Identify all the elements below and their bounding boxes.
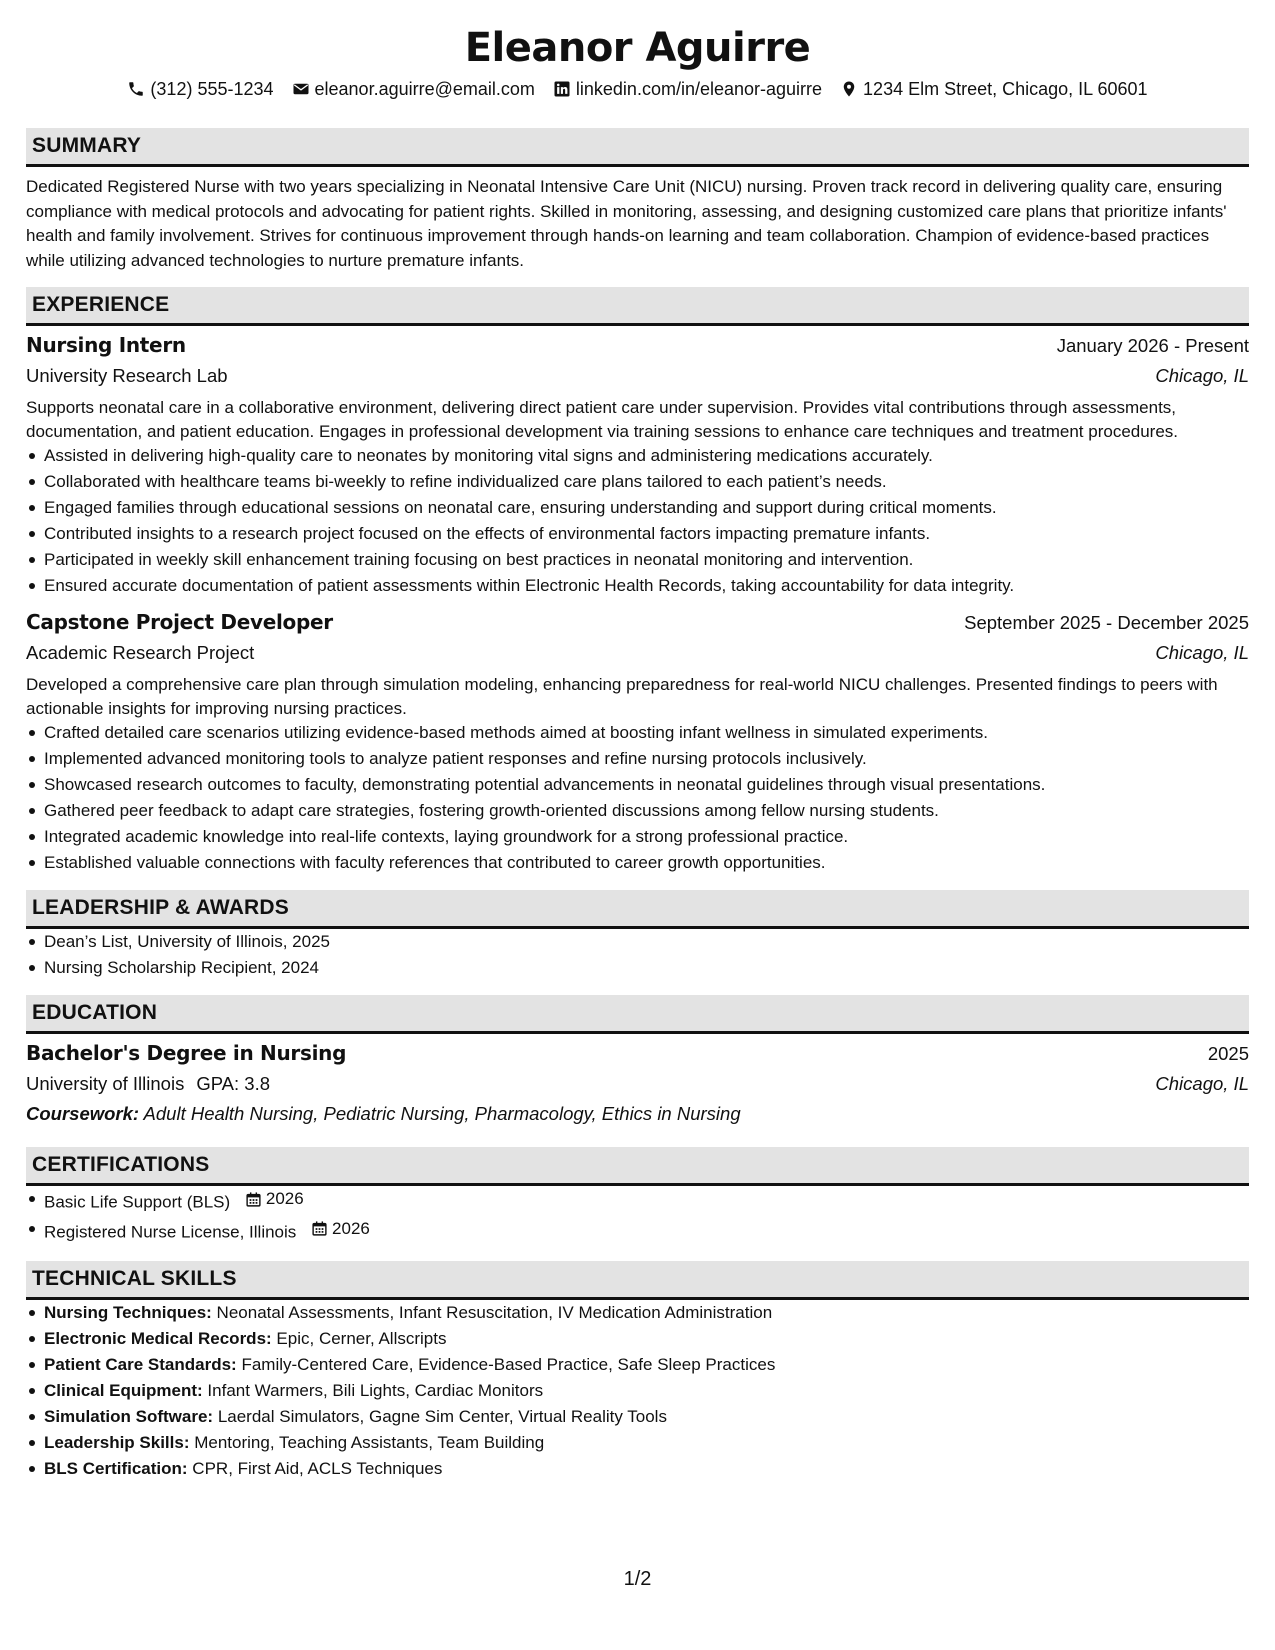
job-description: Developed a comprehensive care plan through simulation modeling, enhancing preparedness for real-world NICU challenges. Presented findings to peers with actionable insights for improving nursing practices.: [26, 675, 1218, 718]
cert-name: Basic Life Support (BLS): [44, 1192, 231, 1212]
list-item: Assisted in delivering high-quality care to neonates by monitoring vital signs and administering medications accurately.: [44, 443, 1249, 469]
degree-title: Bachelor's Degree in Nursing: [26, 1041, 347, 1065]
education-section: [26, 995, 1249, 1129]
list-item: Showcased research outcomes to faculty, demonstrating potential advancements in neonatal guidelines through visual presentations.: [44, 772, 1249, 798]
section-heading: TECHNICAL SKILLS: [26, 1261, 1249, 1300]
skill-label: Leadership Skills:: [44, 1433, 190, 1452]
calendar-icon: [311, 1220, 328, 1237]
cert-date: [311, 1216, 370, 1242]
school-location: Chicago, IL: [1155, 1073, 1249, 1094]
skill-item: [44, 1378, 1249, 1404]
list-item: Contributed insights to a research project focused on the effects of environmental factors impacting premature infants.: [44, 521, 1249, 547]
skill-item: [44, 1326, 1249, 1352]
skill-item: [44, 1352, 1249, 1378]
skill-value: Neonatal Assessments, Infant Resuscitation, IV Medication Administration: [216, 1303, 773, 1322]
job-description: Supports neonatal care in a collaborative environment, delivering direct patient care under supervision. Provides vital contributions through assessments, documentation, and patient education. Engages in professional development via training sessions to enhance care techniques and treatment procedures.: [26, 398, 1179, 441]
skill-value: CPR, First Aid, ACLS Techniques: [192, 1459, 443, 1478]
skill-value: Epic, Cerner, Allscripts: [276, 1329, 447, 1348]
entry-org-row: [26, 638, 1249, 668]
skill-label: BLS Certification:: [44, 1459, 188, 1478]
candidate-name: Eleanor Aguirre: [464, 25, 811, 71]
list-item: [44, 1216, 1249, 1246]
skill-value: Family-Centered Care, Evidence-Based Practice, Safe Sleep Practices: [241, 1355, 776, 1374]
cert-year: 2026: [265, 1189, 304, 1208]
awards-list: [26, 929, 1249, 981]
certifications-section: [26, 1147, 1249, 1245]
summary-section: [26, 128, 1249, 273]
coursework: [26, 1099, 1249, 1129]
section-heading: CERTIFICATIONS: [26, 1147, 1249, 1186]
cert-year: 2026: [332, 1218, 370, 1238]
list-item: Crafted detailed care scenarios utilizing evidence-based methods aimed at boosting infant wellness in simulated experiments.: [44, 720, 1249, 746]
job-title: Capstone Project Developer: [26, 610, 333, 634]
certifications-list: [26, 1186, 1249, 1245]
list-item: Nursing Scholarship Recipient, 2024: [44, 955, 1249, 981]
address-text: 1234 Elm Street, Chicago, IL 60601: [863, 78, 1148, 99]
contact-email[interactable]: [292, 79, 535, 100]
experience-entry: [26, 330, 1249, 599]
phone-text: (312) 555-1234: [150, 78, 274, 99]
section-heading: SUMMARY: [26, 128, 1249, 167]
cert-date: [245, 1186, 304, 1212]
job-org: University Research Lab: [26, 365, 228, 386]
linkedin-text: linkedin.com/in/eleanor-aguirre: [575, 78, 823, 99]
school-row: [26, 1069, 1249, 1099]
contact-address: [840, 79, 1148, 100]
cert-name: Registered Nurse License, Illinois: [44, 1222, 297, 1241]
map-pin-icon: [840, 80, 858, 98]
list-item: Established valuable connections with faculty references that contributed to career growth opportunities.: [44, 850, 1249, 876]
job-location: Chicago, IL: [1155, 642, 1249, 663]
job-location: Chicago, IL: [1155, 365, 1249, 386]
envelope-icon: [292, 80, 310, 98]
entry-title-row: [26, 330, 1249, 361]
graduation-year: 2025: [1207, 1043, 1249, 1064]
coursework-list: Adult Health Nursing, Pediatric Nursing, Pharmacology, Ethics in Nursing: [143, 1103, 741, 1124]
skill-label: Simulation Software:: [44, 1407, 214, 1426]
list-item: Engaged families through educational sessions on neonatal care, ensuring understanding and support during critical moments.: [44, 495, 1249, 521]
section-heading: EDUCATION: [26, 995, 1249, 1034]
skill-label: Clinical Equipment:: [44, 1381, 203, 1400]
education-entry: [26, 1038, 1249, 1129]
contact-bar: [26, 76, 1249, 102]
page-number: 1/2: [623, 1568, 652, 1590]
experience-section: [26, 287, 1249, 876]
job-title: Nursing Intern: [26, 333, 186, 357]
skill-item: [44, 1404, 1249, 1430]
skill-label: Electronic Medical Records:: [44, 1329, 272, 1348]
skill-item: [44, 1430, 1249, 1456]
school-line: [26, 1069, 270, 1099]
skill-label: Nursing Techniques:: [44, 1303, 212, 1322]
calendar-icon: [245, 1191, 262, 1208]
list-item: Collaborated with healthcare teams bi-weekly to refine individualized care plans tailored to each patient’s needs.: [44, 469, 1249, 495]
skill-item: [44, 1300, 1249, 1326]
gpa: GPA: 3.8: [196, 1073, 271, 1094]
list-item: Gathered peer feedback to adapt care strategies, fostering growth-oriented discussions among fellow nursing students.: [44, 798, 1249, 824]
job-dates: September 2025 - December 2025: [964, 612, 1249, 633]
entry-org-row: [26, 361, 1249, 391]
skills-section: [26, 1261, 1249, 1482]
skill-value: Infant Warmers, Bili Lights, Cardiac Monitors: [207, 1381, 544, 1400]
job-bullets: [26, 720, 1249, 876]
skills-list: [26, 1300, 1249, 1482]
list-item: Participated in weekly skill enhancement training focusing on best practices in neonatal monitoring and intervention.: [44, 547, 1249, 573]
job-bullets: [26, 443, 1249, 599]
list-item: Integrated academic knowledge into real-life contexts, laying groundwork for a strong professional practice.: [44, 824, 1249, 850]
experience-entry: [26, 607, 1249, 876]
entry-title-row: [26, 607, 1249, 638]
linkedin-icon: [553, 80, 571, 98]
email-text: eleanor.aguirre@email.com: [314, 78, 535, 99]
skill-value: Laerdal Simulators, Gagne Sim Center, Virtual Reality Tools: [217, 1407, 667, 1426]
list-item: Implemented advanced monitoring tools to analyze patient responses and refine nursing protocols inclusively.: [44, 746, 1249, 772]
coursework-label: Coursework:: [26, 1103, 140, 1124]
skill-label: Patient Care Standards:: [44, 1355, 237, 1374]
section-heading: EXPERIENCE: [26, 287, 1249, 326]
job-dates: January 2026 - Present: [1056, 335, 1249, 356]
list-item: Ensured accurate documentation of patient assessments within Electronic Health Records, taking accountability for data integrity.: [44, 573, 1249, 599]
degree-row: [26, 1038, 1249, 1069]
leadership-section: [26, 890, 1249, 981]
list-item: [44, 1186, 1249, 1216]
skill-item: [44, 1456, 1249, 1482]
job-org: Academic Research Project: [26, 642, 255, 663]
contact-phone: [127, 79, 273, 100]
contact-linkedin[interactable]: [553, 79, 822, 100]
skill-value: Mentoring, Teaching Assistants, Team Building: [194, 1433, 545, 1452]
school-name: University of Illinois: [26, 1073, 185, 1094]
list-item: Dean’s List, University of Illinois, 2025: [44, 929, 1249, 955]
summary-text: Dedicated Registered Nurse with two years specializing in Neonatal Intensive Care Unit (NICU) nursing. Proven track record in delivering quality care, ensuring compliance with medical protocols and advocating for patient rights. Skilled in monitoring, assessing, and designing customized care plans that prioritize infants' health and family involvement. Strives for continuous improvement through hands-on learning and team collaboration. Champion of evidence-based practices while utilizing advanced technologies to nurture premature infants.: [26, 177, 1227, 270]
phone-icon: [127, 80, 145, 98]
section-heading: LEADERSHIP & AWARDS: [26, 890, 1249, 929]
